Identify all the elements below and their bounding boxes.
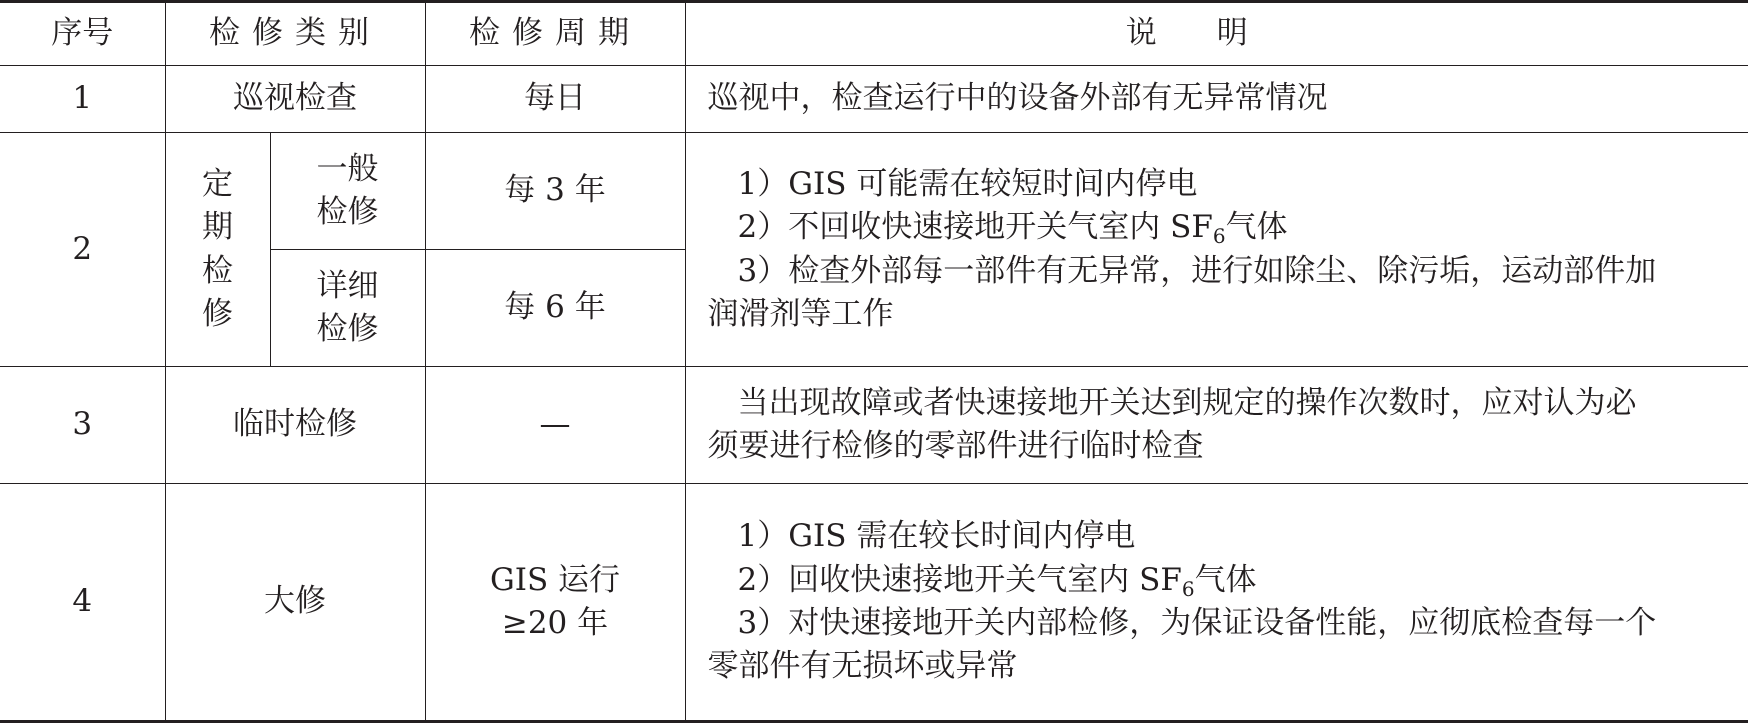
row-period: —: [425, 367, 685, 484]
table-row: [0, 367, 1748, 484]
row-no: 3: [0, 367, 165, 484]
row-desc: 1）GIS 需在较长时间内停电 2）回收快速接地开关气室内 $SF_6$气体 3）对快速接地开关内部检修，为保证设备性能，应彻底检查每一个 零部件有无损坏或异常: [685, 484, 1748, 722]
header-type: 检修类别: [165, 2, 425, 66]
row-desc: 当出现故障或者快速接地开关达到规定的操作次数时，应对认为必 须要进行检修的零部件进行临时检查: [685, 367, 1748, 484]
row-period: 每 6 年: [425, 250, 685, 367]
row-group-label: 定 期 检 修: [165, 133, 270, 367]
row-desc: 1）GIS 可能需在较短时间内停电 2）不回收快速接地开关气室内 $SF_6$气体 3）检查外部每一部件有无异常，进行如除尘、除污垢，运动部件加 润滑剂等工作: [685, 133, 1748, 367]
row-period: 每日: [425, 66, 685, 133]
table-row: [0, 133, 1748, 250]
table-row: [0, 66, 1748, 133]
row-subtype: 详细 检修: [270, 250, 425, 367]
row-type: 大修: [165, 484, 425, 722]
header-row: [0, 2, 1748, 66]
row-no: 1: [0, 66, 165, 133]
header-period: 检修周期: [425, 2, 685, 66]
row-period: 每 3 年: [425, 133, 685, 250]
header-no: 序号: [0, 2, 165, 66]
row-subtype: 一般 检修: [270, 133, 425, 250]
table-row: [0, 484, 1748, 722]
row-desc: 巡视中，检查运行中的设备外部有无异常情况: [685, 66, 1748, 133]
row-period: GIS 运行 ≥20 年: [425, 484, 685, 722]
row-no: 2: [0, 133, 165, 367]
row-type: 临时检修: [165, 367, 425, 484]
header-desc: 说明: [685, 2, 1748, 66]
row-type: 巡视检查: [165, 66, 425, 133]
row-no: 4: [0, 484, 165, 722]
